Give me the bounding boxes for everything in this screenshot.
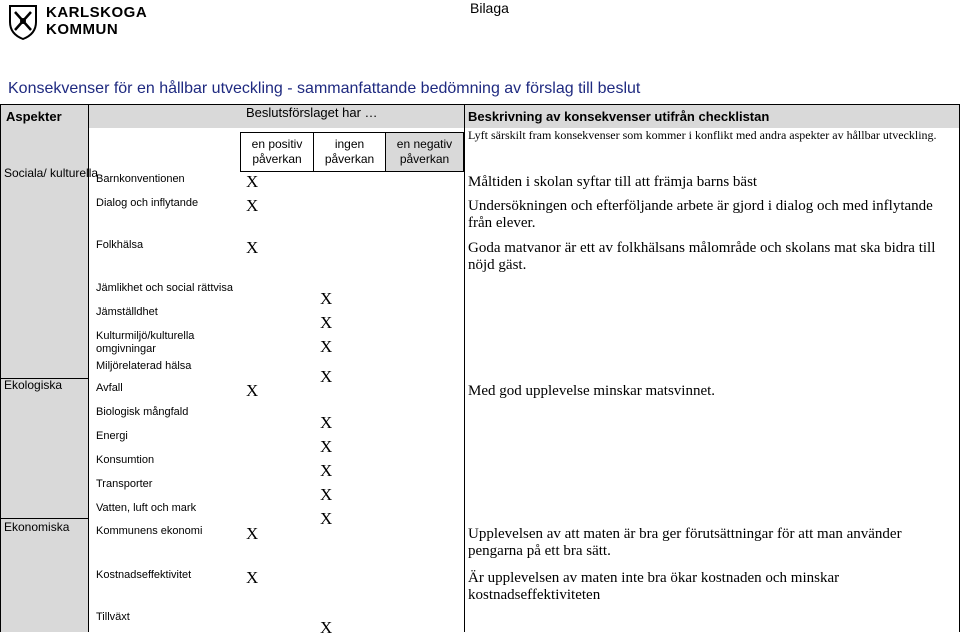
row-label: Barnkonventionen [96,173,185,185]
impact-mark: X [320,485,333,504]
category-divider [88,104,89,632]
impact-none-header: ingen påverkan [314,132,386,172]
row-label: Tillväxt [96,611,130,623]
row-label: Kulturmiljö/kulturella omgivningar [96,330,195,355]
category-split-2 [0,518,88,519]
impact-mark: X [246,172,259,191]
impact-mark: X [246,381,259,400]
row-label: Energi [96,430,128,442]
row-label: Transporter [96,478,153,490]
impact-mark: X [246,568,259,587]
row-label: Biologisk mångfald [96,406,189,418]
row-label: Konsumtion [96,454,155,466]
category-ekologiska: Ekologiska [4,378,63,392]
category-sociala: Sociala/ kulturella [4,166,99,180]
row-description: Måltiden i skolan syftar till att främja barns bäst [468,174,758,190]
row-description: Undersökningen och efterföljande arbete är gjord i dialog och med inflytande från elever. [468,198,933,231]
row-label: Avfall [96,382,123,394]
impact-mark: X [320,509,333,528]
impact-mark: X [320,413,333,432]
impact-mark: X [320,367,333,386]
row-label: Jämställdhet [96,306,158,318]
logo-line-1: KARLSKOGA [46,4,148,21]
impact-negative-header: en negativ påverkan [386,132,464,172]
impact-mark: X [246,238,259,257]
row-label: Kommunens ekonomi [96,525,203,537]
row-description: Upplevelsen av att maten är bra ger förutsättningar för att man använder pengarna på ett bra sätt. [468,526,902,559]
impact-mark: X [320,461,333,480]
col-beskrivning-sub: Lyft särskilt fram konsekvenser som kommer i konflikt med andra aspekter av hållbar utveckling. [468,128,937,142]
impact-positive-header: en positiv påverkan [240,132,314,172]
row-label: Dialog och inflytande [96,197,199,209]
row-label: Miljörelaterad hälsa [96,360,192,372]
row-description: Goda matvanor är ett av folkhälsans målområde och skolans mat ska bidra till nöjd gäst. [468,240,936,273]
col-beslut: Beslutsförslaget har … [246,105,378,120]
impact-mark: X [320,313,333,332]
row-label: Jämlikhet och social rättvisa [96,282,233,294]
table-left-border [0,104,1,632]
col-beskrivning: Beskrivning av konsekvenser utifrån checklistan [468,109,770,124]
karlskoga-logo [8,4,148,42]
impact-mark: X [320,337,333,356]
impact-mark: X [320,618,333,637]
row-label: Vatten, luft och mark [96,502,197,514]
category-ekonomiska: Ekonomiska [4,520,70,534]
logo-line-2: KOMMUN [46,21,119,38]
row-description: Är upplevelsen av maten inte bra ökar kostnaden och minskar kostnadseffektiviteten [468,570,840,603]
bilaga-label: Bilaga [470,0,509,16]
impact-mark: X [320,437,333,456]
impact-mark: X [320,289,333,308]
document-title: Konsekvenser för en hållbar utveckling - sammanfattande bedömning av förslag till beslut [8,80,641,97]
row-label: Folkhälsa [96,239,144,251]
impact-mark: X [246,196,259,215]
description-divider [464,104,465,632]
impact-mark: X [246,524,259,543]
row-label: Kostnadseffektivitet [96,569,192,581]
col-aspekter: Aspekter [6,109,62,124]
row-description: Med god upplevelse minskar matsvinnet. [468,383,716,399]
table-top-border [0,104,960,105]
coat-of-arms-icon [8,4,38,40]
